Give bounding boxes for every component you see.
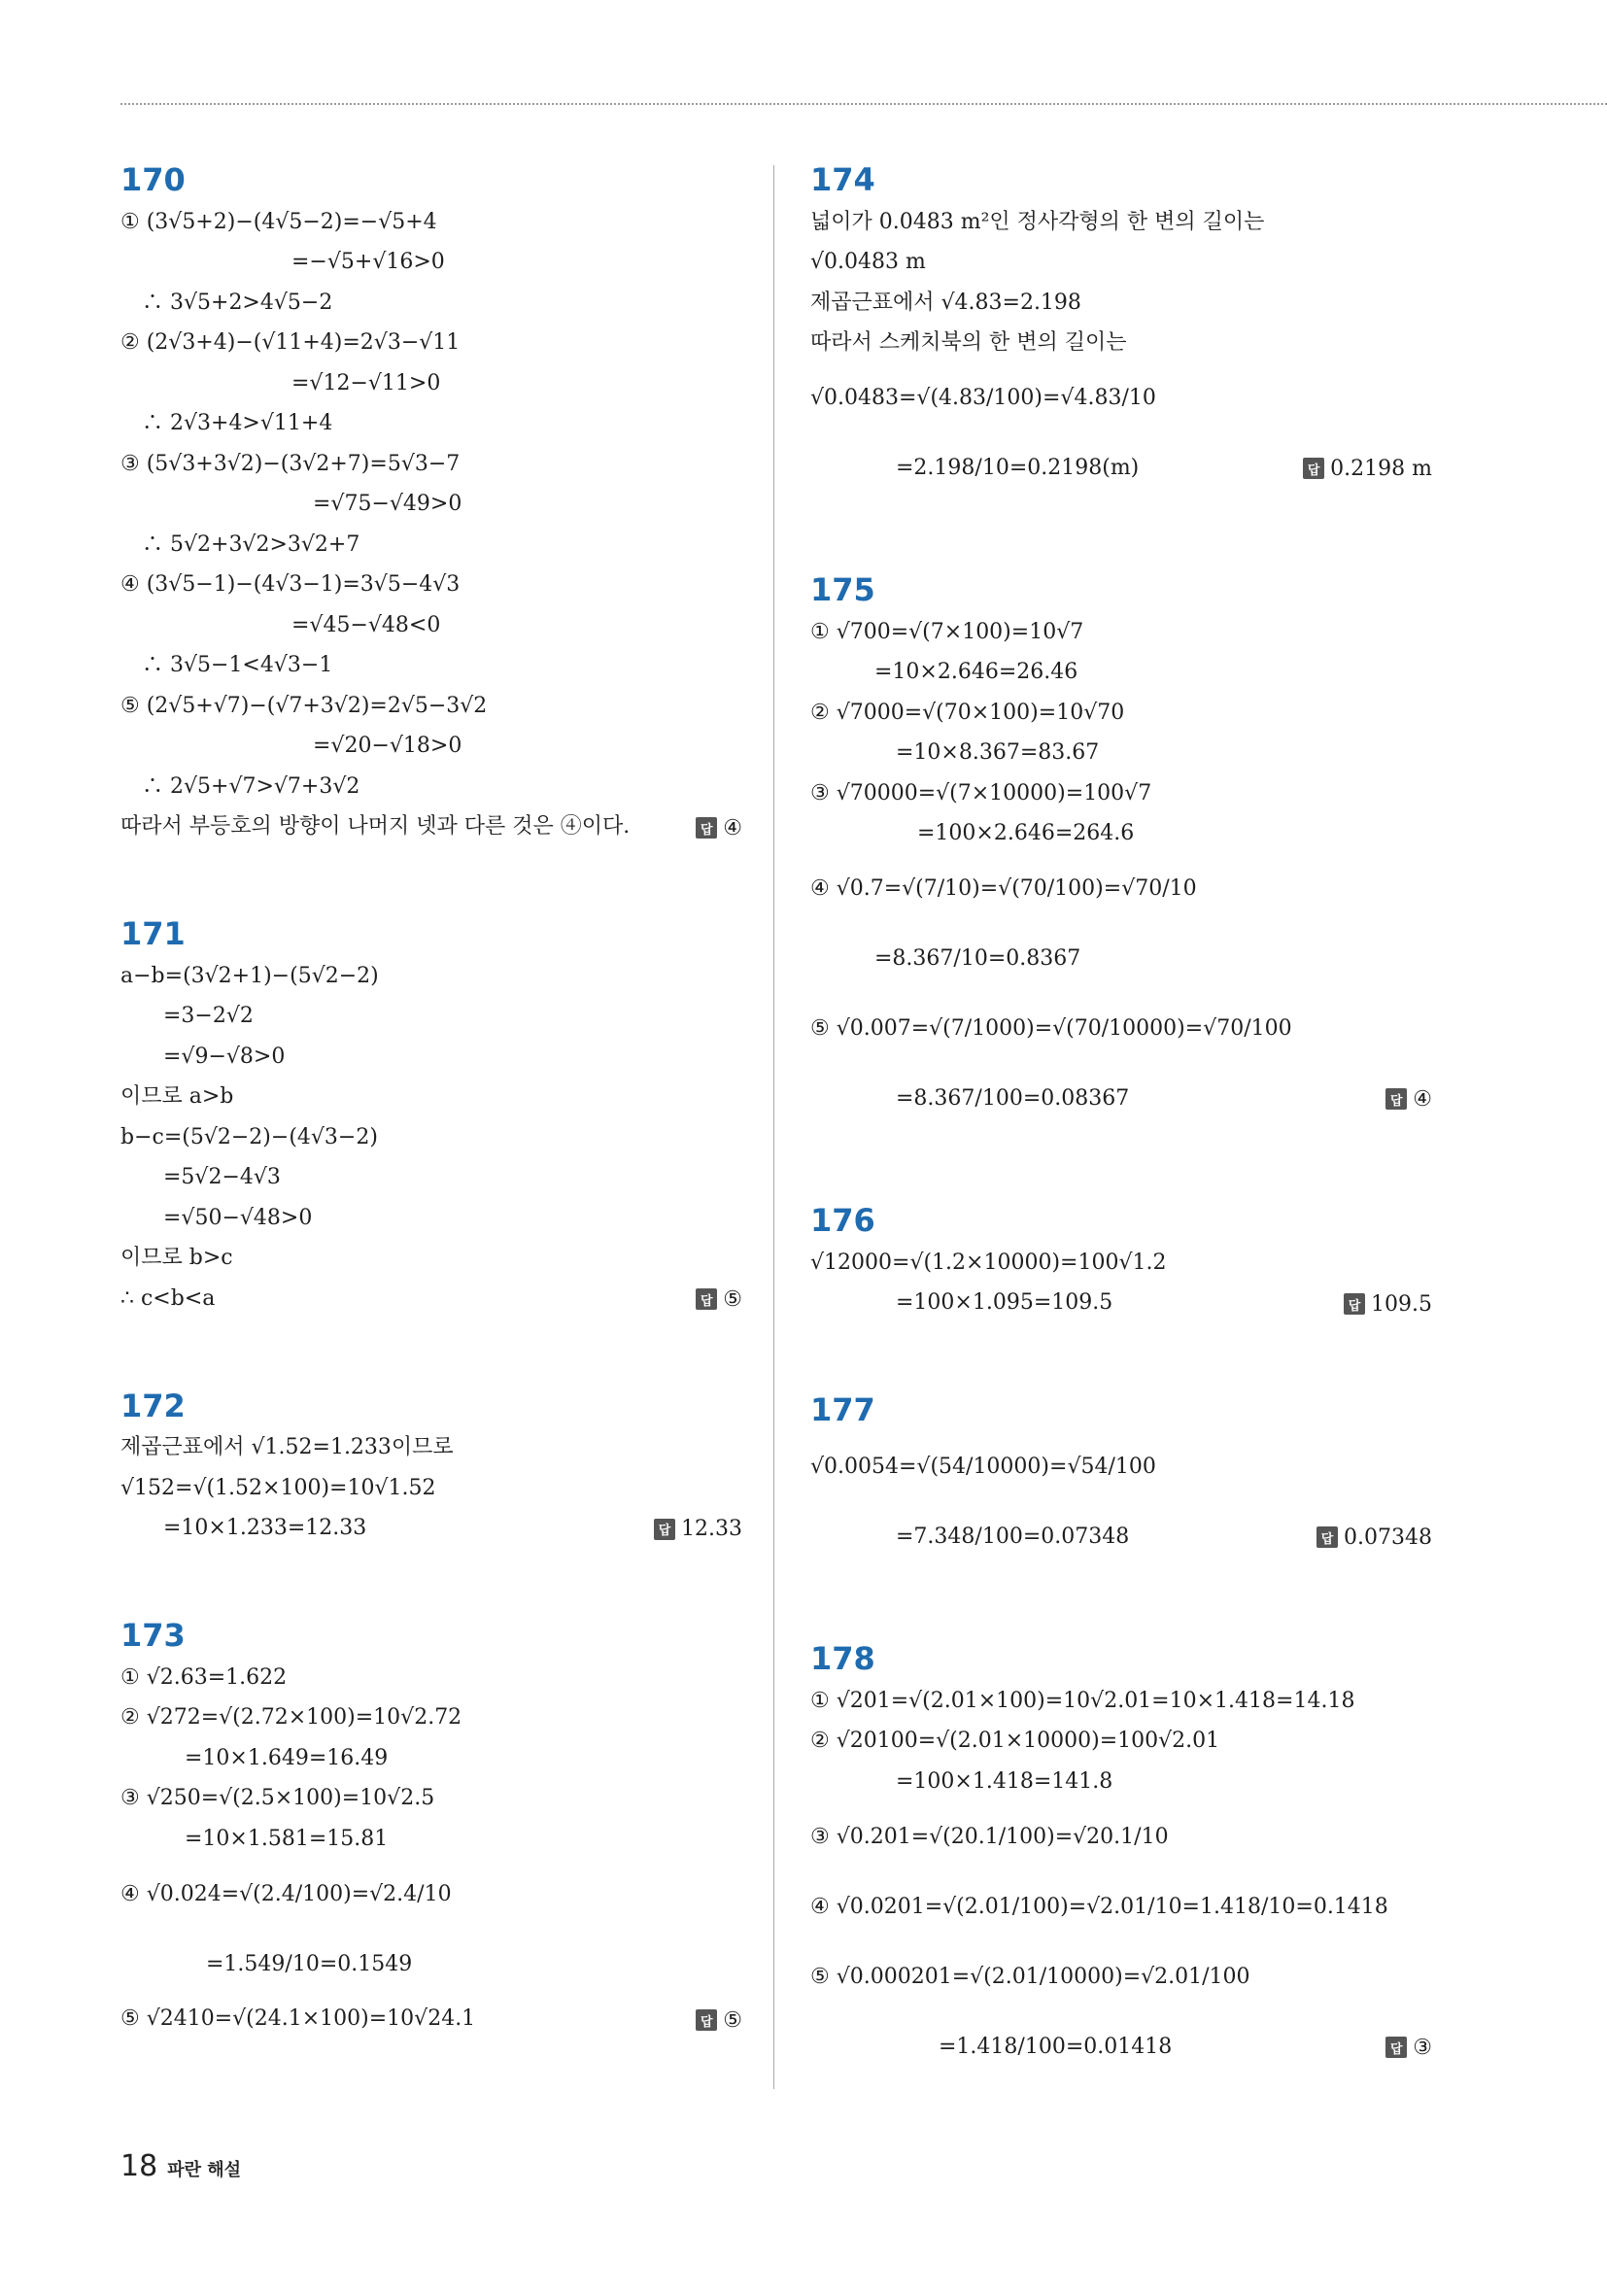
solution-line: ④ √0.7=√(7/10)=√(70/100)=√70/10 [810, 876, 1197, 901]
solution-line: ∴ 5√2+3√2>3√2+7 [120, 531, 360, 557]
solution-line: ④ (3√5−1)−(4√3−1)=3√5−4√3 [120, 572, 461, 598]
answer-icon: 답 [1303, 458, 1324, 479]
solution-line: √0.0483 m [810, 250, 926, 275]
answer-value: 109.5 [1371, 1291, 1432, 1317]
solution-line: =√50−√48>0 [120, 1205, 313, 1230]
solution-line: =√20−√18>0 [120, 734, 462, 759]
solution-line: =10×1.649=16.49 [120, 1745, 389, 1770]
answer-icon: 답 [1316, 1526, 1338, 1548]
problem-174 [810, 161, 1432, 503]
problem-177 [810, 1391, 1432, 1572]
page-number: 18 [120, 2149, 158, 2183]
solution-line: =√75−√49>0 [120, 492, 462, 517]
right-column [810, 161, 1432, 2082]
problem-171 [120, 915, 742, 1319]
problem-number: 178 [810, 1640, 875, 1677]
answer-icon: 답 [1385, 1088, 1407, 1110]
problem-175 [810, 571, 1432, 1134]
problem-170 [120, 161, 742, 847]
page-footer-label: 파란 해설 [167, 2160, 242, 2180]
solution-line: a−b=(3√2+1)−(5√2−2) [120, 963, 379, 988]
problem-number: 174 [810, 161, 875, 198]
solution-line: ⑤ √0.007=√(7/1000)=√(70/10000)=√70/100 [810, 1016, 1292, 1041]
solution-line: =1.418/100=0.01418 [810, 2034, 1173, 2059]
problem-number: 175 [810, 571, 875, 608]
solution-line: ② √272=√(2.72×100)=10√2.72 [120, 1705, 462, 1731]
answer [696, 1279, 742, 1319]
solution-line: ∴ c<b<a [120, 1285, 216, 1311]
solution-line: ∴ 3√5−1<4√3−1 [120, 653, 333, 678]
solution-line: =100×1.418=141.8 [810, 1768, 1113, 1794]
page-footer [120, 2149, 241, 2183]
solution-line: ② √7000=√(70×100)=10√70 [810, 700, 1125, 725]
solution-line: =10×2.646=26.46 [810, 660, 1078, 685]
solution-line: =3−2√2 [120, 1004, 254, 1029]
left-column [120, 161, 742, 2039]
solution-line: ∴ 3√5+2>4√5−2 [120, 290, 333, 315]
answer [1344, 1284, 1432, 1324]
answer-value: ④ [1413, 1086, 1432, 1112]
solution-line: 이므로 a>b [120, 1084, 234, 1110]
problem-number: 172 [120, 1387, 186, 1424]
solution-line: =√45−√48<0 [120, 612, 441, 637]
problem-176 [810, 1202, 1432, 1323]
solution-line: =10×1.581=15.81 [120, 1826, 389, 1851]
answer-value: 0.07348 [1344, 1525, 1432, 1550]
solution-line: ⑤ √0.000201=√(2.01/10000)=√2.01/100 [810, 1964, 1250, 1989]
solution-line: =10×8.367=83.67 [810, 740, 1100, 766]
solution-line: ① √201=√(2.01×100)=10√2.01=10×1.418=14.18 [810, 1688, 1355, 1713]
solution-line: 이므로 b>c [120, 1246, 233, 1271]
solution-line: =10×1.233=12.33 [120, 1516, 367, 1541]
answer [696, 2000, 742, 2040]
solution-line: =5√2−4√3 [120, 1165, 281, 1190]
answer-icon: 답 [1385, 2037, 1407, 2058]
solution-line: ② (2√3+4)−(√11+4)=2√3−√11 [120, 330, 461, 356]
solution-line: =2.198/10=0.2198(m) [810, 456, 1140, 480]
answer [654, 1509, 742, 1550]
problem-number: 173 [120, 1617, 186, 1654]
solution-line: ⑤ √2410=√(24.1×100)=10√24.1 [120, 2006, 476, 2032]
solution-line: =8.367/100=0.08367 [810, 1086, 1130, 1111]
answer-icon: 답 [696, 1288, 717, 1310]
solution-line: ⑤ (2√5+√7)−(√7+3√2)=2√5−3√2 [120, 693, 488, 718]
answer [1385, 2012, 1432, 2082]
answer-value: ③ [1413, 2035, 1432, 2060]
answer-value: 12.33 [681, 1517, 742, 1541]
answer [1316, 1502, 1432, 1572]
solution-line: ① (3√5+2)−(4√5−2)=−√5+4 [120, 209, 437, 234]
problem-number: 177 [810, 1391, 875, 1428]
answer-icon: 답 [1344, 1293, 1365, 1315]
solution-line: 제곱근표에서 √1.52=1.233이므로 [120, 1435, 454, 1460]
solution-line: ③ √250=√(2.5×100)=10√2.5 [120, 1786, 435, 1811]
solution-line: =100×2.646=264.6 [810, 821, 1135, 846]
solution-line: ③ √70000=√(7×10000)=100√7 [810, 780, 1152, 805]
problem-number: 176 [810, 1202, 875, 1239]
solution-line: ∴ 2√3+4>√11+4 [120, 411, 333, 436]
solution-line: b−c=(5√2−2)−(4√3−2) [120, 1124, 378, 1149]
problem-178 [810, 1640, 1432, 2082]
solution-line: =√9−√8>0 [120, 1044, 286, 1069]
solution-line: 넓이가 0.0483 m²인 정사각형의 한 변의 길이는 [810, 209, 1265, 234]
solution-line: ② √20100=√(2.01×10000)=100√2.01 [810, 1729, 1220, 1754]
solution-line: √12000=√(1.2×10000)=100√1.2 [810, 1250, 1167, 1275]
answer-value: ④ [723, 815, 742, 840]
solution-line: =7.348/100=0.07348 [810, 1525, 1130, 1549]
solution-line: ∴ 2√5+√7>√7+3√2 [120, 773, 360, 799]
solution-line: ① √700=√(7×100)=10√7 [810, 619, 1084, 644]
solution-line: √152=√(1.52×100)=10√1.52 [120, 1475, 436, 1500]
solution-line: ③ (5√3+3√2)−(3√2+7)=5√3−7 [120, 451, 461, 476]
solution-line: ④ √0.0201=√(2.01/100)=√2.01/10=1.418/10=0.1418 [810, 1894, 1388, 1919]
answer-icon: 답 [654, 1519, 675, 1540]
answer-value: ⑤ [723, 1286, 742, 1312]
problem-number: 170 [120, 161, 186, 198]
solution-line: 따라서 스케치북의 한 변의 길이는 [810, 330, 1127, 356]
solution-line: ④ √0.024=√(2.4/100)=√2.4/10 [120, 1881, 452, 1906]
solution-line: √0.0483=√(4.83/100)=√4.83/10 [810, 386, 1156, 410]
solution-line: ③ √0.201=√(20.1/100)=√20.1/10 [810, 1824, 1169, 1849]
answer [1303, 433, 1432, 503]
solution-line: =−√5+√16>0 [120, 250, 445, 275]
problem-173 [120, 1617, 742, 2039]
solution-line: =√12−√11>0 [120, 370, 441, 395]
solution-line: ① √2.63=1.622 [120, 1664, 288, 1690]
solution-line: =1.549/10=0.1549 [120, 1951, 413, 1976]
solution-line: =8.367/10=0.8367 [810, 946, 1081, 971]
answer [696, 807, 742, 848]
answer-icon: 답 [696, 817, 717, 839]
solution-line: 따라서 부등호의 방향이 나머지 넷과 다른 것은 ④이다. [120, 814, 631, 840]
header-dotted-rule [120, 103, 1607, 105]
solution-line: √0.0054=√(54/10000)=√54/100 [810, 1455, 1156, 1479]
answer-value: 0.2198 m [1330, 456, 1432, 481]
problem-172 [120, 1388, 742, 1550]
solution-line: 제곱근표에서 √4.83=2.198 [810, 290, 1081, 315]
answer [1385, 1064, 1432, 1134]
answer-value: ⑤ [723, 2007, 742, 2033]
problem-number: 171 [120, 915, 186, 952]
solution-line: =100×1.095=109.5 [810, 1290, 1113, 1316]
column-divider [773, 165, 774, 2089]
answer-icon: 답 [696, 2009, 717, 2031]
